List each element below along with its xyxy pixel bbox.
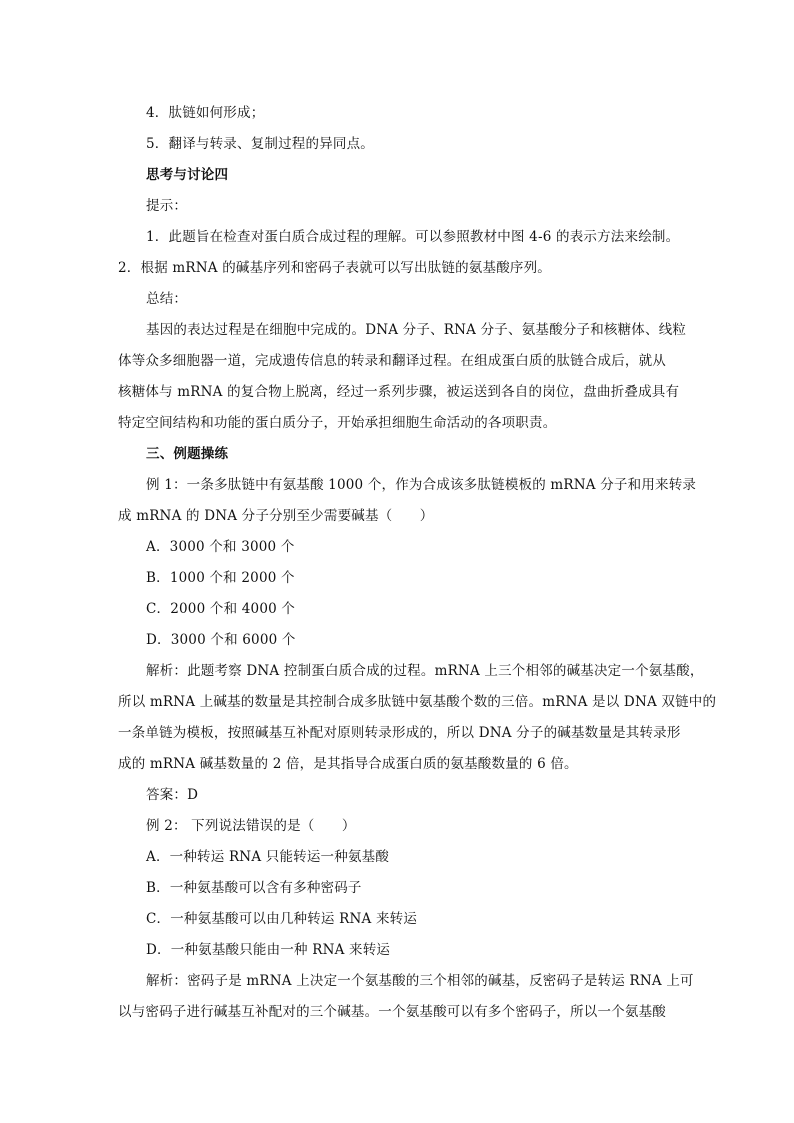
text-line: 以与密码子进行碱基互补配对的三个碱基。一个氨基酸可以有多个密码子，所以一个氨基酸	[118, 1004, 666, 1020]
option-line: B．一种氨基酸可以含有多种密码子	[146, 880, 362, 896]
option-line: D．3000 个和 6000 个	[146, 632, 296, 648]
text-line: 2．根据 mRNA 的碱基序列和密码子表就可以写出肽链的氨基酸序列。	[118, 260, 551, 276]
option-line: C．一种氨基酸可以由几种转运 RNA 来转运	[146, 911, 418, 927]
text-line: 解析：此题考察 DNA 控制蛋白质合成的过程。mRNA 上三个相邻的碱基决定一个氨基酸，	[146, 663, 704, 679]
text-line: 体等众多细胞器一道，完成遗传信息的转录和翻译过程。在组成蛋白质的肽链合成后，就从	[118, 353, 666, 369]
text-line: 4．肽链如何形成；	[146, 105, 265, 121]
text-line: 所以 mRNA 上碱基的数量是其控制合成多肽链中氨基酸个数的三倍。mRNA 是以 DNA 双链中的	[118, 694, 717, 710]
option-line: A．一种转运 RNA 只能转运一种氨基酸	[146, 849, 390, 865]
text-line: 一条单链为模板，按照碱基互补配对原则转录形成的，所以 DNA 分子的碱基数量是其转录形	[118, 725, 681, 741]
text-line: 例 2： 下列说法错误的是（ ）	[146, 818, 356, 834]
text-line: 成的 mRNA 碱基数量的 2 倍，是其指导合成蛋白质的氨基酸数量的 6 倍。	[118, 756, 578, 772]
text-line: 解析：密码子是 mRNA 上决定一个氨基酸的三个相邻的碱基，反密码子是转运 RNA 上可	[146, 973, 694, 989]
text-line: 特定空间结构和功能的蛋白质分子，开始承担细胞生命活动的各项职责。	[118, 415, 557, 431]
option-line: C．2000 个和 4000 个	[146, 601, 296, 617]
option-line: D．一种氨基酸只能由一种 RNA 来转运	[146, 942, 391, 958]
text-line: 成 mRNA 的 DNA 分子分别至少需要碱基（ ）	[118, 508, 434, 524]
section-heading: 三、例题操练	[146, 446, 229, 462]
text-line: 例 1：一条多肽链中有氨基酸 1000 个，作为合成该多肽链模板的 mRNA 分子和用来转录	[146, 477, 697, 493]
option-line: A．3000 个和 3000 个	[146, 539, 295, 555]
answer-line: 答案：D	[146, 787, 199, 803]
option-line: B．1000 个和 2000 个	[146, 570, 295, 586]
text-line: 1．此题旨在检查对蛋白质合成过程的理解。可以参照教材中图 4-6 的表示方法来绘制。	[146, 229, 680, 245]
text-line: 5．翻译与转录、复制过程的异同点。	[146, 136, 374, 152]
text-line: 提示：	[146, 198, 188, 214]
text-line: 总结：	[146, 291, 188, 307]
text-line: 核糖体与 mRNA 的复合物上脱离，经过一系列步骤，被运送到各自的岗位，盘曲折叠成具有	[118, 384, 680, 400]
section-heading: 思考与讨论四	[146, 167, 229, 183]
text-line: 基因的表达过程是在细胞中完成的。DNA 分子、RNA 分子、氨基酸分子和核糖体、线粒	[146, 322, 687, 338]
